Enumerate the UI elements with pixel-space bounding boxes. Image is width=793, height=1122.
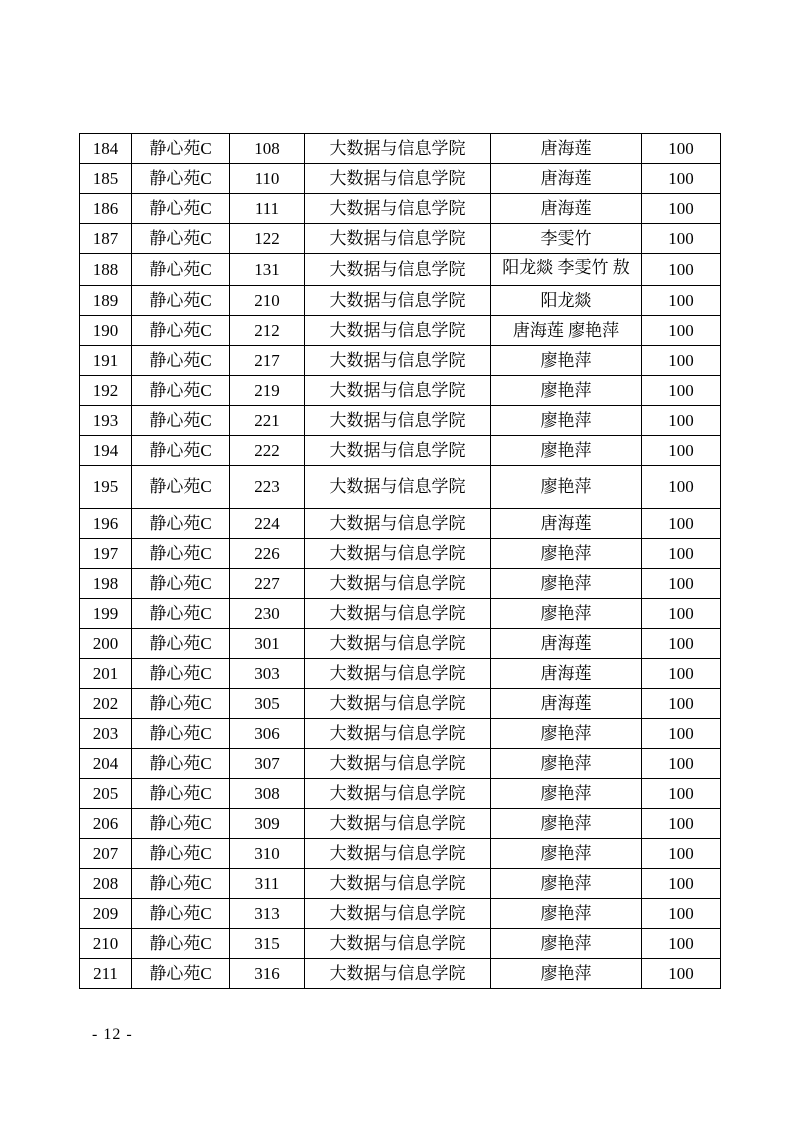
score-cell: 100 <box>642 316 721 346</box>
tutor-cell: 廖艳萍 <box>491 569 642 599</box>
table-row <box>80 809 721 839</box>
table-row <box>80 346 721 376</box>
row-number-cell: 188 <box>80 254 132 286</box>
tutor-cell: 唐海莲 <box>491 134 642 164</box>
score-cell: 100 <box>642 376 721 406</box>
college-cell: 大数据与信息学院 <box>305 569 491 599</box>
score-cell: 100 <box>642 779 721 809</box>
room-number-cell: 309 <box>230 809 305 839</box>
row-number-cell: 196 <box>80 509 132 539</box>
building-cell: 静心苑C <box>132 659 230 689</box>
row-number-cell: 184 <box>80 134 132 164</box>
row-number-cell: 204 <box>80 749 132 779</box>
table-row <box>80 134 721 164</box>
tutor-cell: 廖艳萍 <box>491 406 642 436</box>
table-body <box>80 134 721 989</box>
building-cell: 静心苑C <box>132 134 230 164</box>
building-cell: 静心苑C <box>132 839 230 869</box>
table-row <box>80 629 721 659</box>
row-number-cell: 200 <box>80 629 132 659</box>
score-cell: 100 <box>642 194 721 224</box>
table-row <box>80 959 721 989</box>
tutor-cell: 廖艳萍 <box>491 466 642 509</box>
room-number-cell: 111 <box>230 194 305 224</box>
row-number-cell: 202 <box>80 689 132 719</box>
college-cell: 大数据与信息学院 <box>305 629 491 659</box>
tutor-cell: 唐海莲 <box>491 629 642 659</box>
table-row <box>80 569 721 599</box>
room-number-cell: 217 <box>230 346 305 376</box>
row-number-cell: 198 <box>80 569 132 599</box>
room-number-cell: 224 <box>230 509 305 539</box>
room-number-cell: 315 <box>230 929 305 959</box>
room-number-cell: 221 <box>230 406 305 436</box>
row-number-cell: 189 <box>80 286 132 316</box>
room-number-cell: 108 <box>230 134 305 164</box>
room-number-cell: 227 <box>230 569 305 599</box>
table-row <box>80 869 721 899</box>
college-cell: 大数据与信息学院 <box>305 749 491 779</box>
table-row <box>80 689 721 719</box>
room-number-cell: 223 <box>230 466 305 509</box>
tutor-cell: 廖艳萍 <box>491 899 642 929</box>
college-cell: 大数据与信息学院 <box>305 779 491 809</box>
room-number-cell: 308 <box>230 779 305 809</box>
tutor-cell: 廖艳萍 <box>491 376 642 406</box>
table-row <box>80 509 721 539</box>
college-cell: 大数据与信息学院 <box>305 134 491 164</box>
college-cell: 大数据与信息学院 <box>305 809 491 839</box>
table-row <box>80 224 721 254</box>
score-cell: 100 <box>642 719 721 749</box>
tutor-cell: 廖艳萍 <box>491 929 642 959</box>
tutor-cell: 李雯竹 <box>491 224 642 254</box>
college-cell: 大数据与信息学院 <box>305 869 491 899</box>
table-row <box>80 599 721 629</box>
row-number-cell: 207 <box>80 839 132 869</box>
score-cell: 100 <box>642 224 721 254</box>
row-number-cell: 185 <box>80 164 132 194</box>
college-cell: 大数据与信息学院 <box>305 539 491 569</box>
table-row <box>80 929 721 959</box>
room-number-cell: 303 <box>230 659 305 689</box>
score-cell: 100 <box>642 164 721 194</box>
row-number-cell: 186 <box>80 194 132 224</box>
row-number-cell: 191 <box>80 346 132 376</box>
tutor-cell <box>491 254 642 286</box>
room-number-cell: 212 <box>230 316 305 346</box>
building-cell: 静心苑C <box>132 376 230 406</box>
row-number-cell: 195 <box>80 466 132 509</box>
tutor-cell: 廖艳萍 <box>491 839 642 869</box>
college-cell: 大数据与信息学院 <box>305 406 491 436</box>
building-cell: 静心苑C <box>132 749 230 779</box>
tutor-cell-text: 阳龙燚 李雯竹 敖 <box>502 258 630 277</box>
college-cell: 大数据与信息学院 <box>305 376 491 406</box>
building-cell: 静心苑C <box>132 194 230 224</box>
room-number-cell: 122 <box>230 224 305 254</box>
building-cell: 静心苑C <box>132 809 230 839</box>
table-row <box>80 539 721 569</box>
table-row <box>80 466 721 509</box>
score-cell: 100 <box>642 959 721 989</box>
college-cell: 大数据与信息学院 <box>305 436 491 466</box>
row-number-cell: 194 <box>80 436 132 466</box>
building-cell: 静心苑C <box>132 316 230 346</box>
tutor-cell: 廖艳萍 <box>491 869 642 899</box>
building-cell: 静心苑C <box>132 224 230 254</box>
table-row <box>80 254 721 286</box>
college-cell: 大数据与信息学院 <box>305 929 491 959</box>
table-row <box>80 406 721 436</box>
room-number-cell: 301 <box>230 629 305 659</box>
building-cell: 静心苑C <box>132 869 230 899</box>
building-cell: 静心苑C <box>132 164 230 194</box>
tutor-cell: 廖艳萍 <box>491 809 642 839</box>
room-number-cell: 110 <box>230 164 305 194</box>
college-cell: 大数据与信息学院 <box>305 254 491 286</box>
score-cell: 100 <box>642 749 721 779</box>
row-number-cell: 190 <box>80 316 132 346</box>
page-number: - 12 - <box>92 1026 133 1043</box>
college-cell: 大数据与信息学院 <box>305 316 491 346</box>
score-cell: 100 <box>642 659 721 689</box>
score-cell: 100 <box>642 929 721 959</box>
college-cell: 大数据与信息学院 <box>305 599 491 629</box>
score-cell: 100 <box>642 899 721 929</box>
room-number-cell: 230 <box>230 599 305 629</box>
building-cell: 静心苑C <box>132 346 230 376</box>
row-number-cell: 206 <box>80 809 132 839</box>
score-cell: 100 <box>642 466 721 509</box>
building-cell: 静心苑C <box>132 599 230 629</box>
score-cell: 100 <box>642 869 721 899</box>
row-number-cell: 203 <box>80 719 132 749</box>
table-row <box>80 376 721 406</box>
tutor-cell: 廖艳萍 <box>491 539 642 569</box>
college-cell: 大数据与信息学院 <box>305 959 491 989</box>
score-cell: 100 <box>642 509 721 539</box>
score-cell: 100 <box>642 254 721 286</box>
row-number-cell: 187 <box>80 224 132 254</box>
building-cell: 静心苑C <box>132 254 230 286</box>
college-cell: 大数据与信息学院 <box>305 224 491 254</box>
room-number-cell: 222 <box>230 436 305 466</box>
tutor-cell: 阳龙燚 <box>491 286 642 316</box>
score-cell: 100 <box>642 539 721 569</box>
room-number-cell: 313 <box>230 899 305 929</box>
college-cell: 大数据与信息学院 <box>305 466 491 509</box>
score-cell: 100 <box>642 569 721 599</box>
tutor-cell: 廖艳萍 <box>491 599 642 629</box>
building-cell: 静心苑C <box>132 929 230 959</box>
score-cell: 100 <box>642 134 721 164</box>
tutor-cell: 廖艳萍 <box>491 959 642 989</box>
building-cell: 静心苑C <box>132 899 230 929</box>
college-cell: 大数据与信息学院 <box>305 719 491 749</box>
score-cell: 100 <box>642 839 721 869</box>
row-number-cell: 205 <box>80 779 132 809</box>
college-cell: 大数据与信息学院 <box>305 659 491 689</box>
building-cell: 静心苑C <box>132 779 230 809</box>
score-cell: 100 <box>642 286 721 316</box>
college-cell: 大数据与信息学院 <box>305 839 491 869</box>
college-cell: 大数据与信息学院 <box>305 689 491 719</box>
table-row <box>80 194 721 224</box>
score-cell: 100 <box>642 436 721 466</box>
tutor-cell: 唐海莲 廖艳萍 <box>491 316 642 346</box>
college-cell: 大数据与信息学院 <box>305 509 491 539</box>
tutor-cell: 廖艳萍 <box>491 719 642 749</box>
row-number-cell: 193 <box>80 406 132 436</box>
row-number-cell: 211 <box>80 959 132 989</box>
score-cell: 100 <box>642 809 721 839</box>
table-row <box>80 839 721 869</box>
score-cell: 100 <box>642 629 721 659</box>
score-cell: 100 <box>642 346 721 376</box>
row-number-cell: 199 <box>80 599 132 629</box>
room-number-cell: 226 <box>230 539 305 569</box>
tutor-cell: 唐海莲 <box>491 194 642 224</box>
table-row <box>80 164 721 194</box>
building-cell: 静心苑C <box>132 629 230 659</box>
tutor-cell: 廖艳萍 <box>491 779 642 809</box>
room-number-cell: 316 <box>230 959 305 989</box>
score-cell: 100 <box>642 406 721 436</box>
table-row <box>80 779 721 809</box>
tutor-cell: 唐海莲 <box>491 659 642 689</box>
table-row <box>80 316 721 346</box>
room-number-cell: 307 <box>230 749 305 779</box>
college-cell: 大数据与信息学院 <box>305 164 491 194</box>
table-row <box>80 659 721 689</box>
row-number-cell: 209 <box>80 899 132 929</box>
building-cell: 静心苑C <box>132 436 230 466</box>
table-row <box>80 749 721 779</box>
row-number-cell: 201 <box>80 659 132 689</box>
score-cell: 100 <box>642 599 721 629</box>
row-number-cell: 197 <box>80 539 132 569</box>
score-cell: 100 <box>642 689 721 719</box>
room-number-cell: 219 <box>230 376 305 406</box>
tutor-cell: 廖艳萍 <box>491 749 642 779</box>
row-number-cell: 192 <box>80 376 132 406</box>
tutor-cell: 唐海莲 <box>491 689 642 719</box>
building-cell: 静心苑C <box>132 569 230 599</box>
college-cell: 大数据与信息学院 <box>305 899 491 929</box>
row-number-cell: 210 <box>80 929 132 959</box>
building-cell: 静心苑C <box>132 539 230 569</box>
tutor-cell: 廖艳萍 <box>491 436 642 466</box>
table-row <box>80 436 721 466</box>
room-number-cell: 305 <box>230 689 305 719</box>
table-row <box>80 899 721 929</box>
tutor-cell: 唐海莲 <box>491 164 642 194</box>
building-cell: 静心苑C <box>132 286 230 316</box>
tutor-cell: 廖艳萍 <box>491 346 642 376</box>
building-cell: 静心苑C <box>132 509 230 539</box>
college-cell: 大数据与信息学院 <box>305 194 491 224</box>
room-number-cell: 131 <box>230 254 305 286</box>
building-cell: 静心苑C <box>132 689 230 719</box>
room-number-cell: 306 <box>230 719 305 749</box>
college-cell: 大数据与信息学院 <box>305 286 491 316</box>
table-row <box>80 286 721 316</box>
row-number-cell: 208 <box>80 869 132 899</box>
room-number-cell: 311 <box>230 869 305 899</box>
building-cell: 静心苑C <box>132 719 230 749</box>
tutor-cell: 唐海莲 <box>491 509 642 539</box>
room-number-cell: 210 <box>230 286 305 316</box>
dormitory-score-table <box>79 133 721 989</box>
room-number-cell: 310 <box>230 839 305 869</box>
building-cell: 静心苑C <box>132 959 230 989</box>
building-cell: 静心苑C <box>132 466 230 509</box>
table-row <box>80 719 721 749</box>
college-cell: 大数据与信息学院 <box>305 346 491 376</box>
building-cell: 静心苑C <box>132 406 230 436</box>
